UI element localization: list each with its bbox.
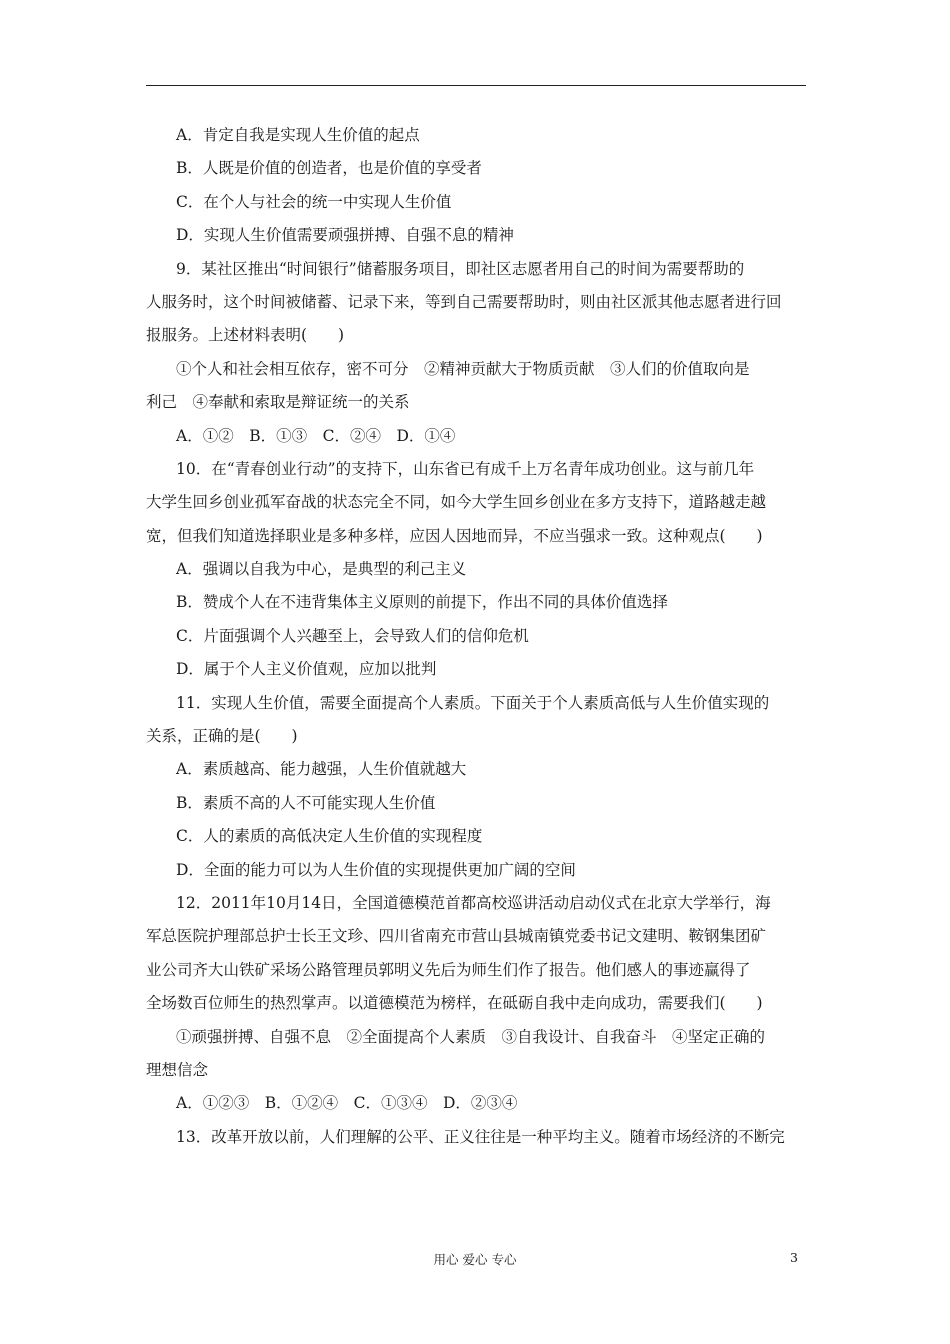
text-line: 报服务。上述材料表明( ) [146, 326, 345, 345]
text-line: 军总医院护理部总护士长王文珍、四川省南充市营山县城南镇党委书记文建明、鞍钢集团矿 [146, 927, 767, 946]
text-line: 10．在“青春创业行动”的支持下，山东省已有成千上万名青年成功创业。这与前几年 [176, 459, 755, 478]
text-line: B．素质不高的人不可能实现人生价值 [176, 793, 436, 812]
footer-slogan: 用心 爱心 专心 [433, 1252, 517, 1267]
page-number: 3 [790, 1250, 798, 1265]
text-line: 理想信念 [146, 1060, 209, 1079]
document-body [146, 119, 806, 1154]
text-line: C．人的素质的高低决定人生价值的实现程度 [176, 827, 483, 846]
text-line: 利己 ④奉献和索取是辩证统一的关系 [146, 393, 410, 412]
text-line: C．在个人与社会的统一中实现人生价值 [176, 192, 452, 211]
text-line: A．①②③ B．①②④ C．①③④ D．②③④ [176, 1094, 518, 1113]
text-line: D．实现人生价值需要顽强拼搏、自强不息的精神 [176, 226, 514, 245]
text-line: A．强调以自我为中心，是典型的利己主义 [176, 560, 467, 579]
text-line: ①个人和社会相互依存，密不可分 ②精神贡献大于物质贡献 ③人们的价值取向是 [176, 359, 750, 378]
text-line: 11．实现人生价值，需要全面提高个人素质。下面关于个人素质高低与人生价值实现的 [176, 693, 770, 712]
text-line: ①顽强拼搏、自强不息 ②全面提高个人素质 ③自我设计、自我奋斗 ④坚定正确的 [176, 1027, 766, 1046]
text-line: 人服务时，这个时间被储蓄、记录下来，等到自己需要帮助时，则由社区派其他志愿者进行回 [146, 292, 782, 311]
text-line: 宽，但我们知道选择职业是多种多样，应因人因地而异，不应当强求一致。这种观点( ) [146, 526, 763, 545]
header-rule [146, 85, 806, 86]
text-line: 关系，正确的是( ) [146, 727, 298, 746]
text-line: A．素质越高、能力越强，人生价值就越大 [176, 760, 467, 779]
text-line: 业公司齐大山铁矿采场公路管理员郭明义先后为师生们作了报告。他们感人的事迹赢得了 [146, 960, 751, 979]
text-line: 12．2011年10月14日，全国道德模范首都高校巡讲活动启动仪式在北京大学举行，海 [176, 893, 771, 912]
text-line: 大学生回乡创业孤军奋战的状态完全不同，如今大学生回乡创业在多方支持下，道路越走越 [146, 493, 767, 512]
text-line: B．赞成个人在不违背集体主义原则的前提下，作出不同的具体价值选择 [176, 593, 668, 612]
text-line: C．片面强调个人兴趣至上，会导致人们的信仰危机 [176, 626, 529, 645]
text-line: A．肯定自我是实现人生价值的起点 [176, 126, 420, 144]
text-line: 9．某社区推出“时间银行”储蓄服务项目，即社区志愿者用自己的时间为需要帮助的 [176, 259, 745, 278]
text-line: B．人既是价值的创造者，也是价值的享受者 [176, 159, 482, 178]
text-line: 13．改革开放以前，人们理解的公平、正义往往是一种平均主义。随着市场经济的不断完 [176, 1127, 785, 1146]
text-line: 全场数百位师生的热烈掌声。以道德模范为榜样，在砥砺自我中走向成功，需要我们( ) [146, 994, 763, 1013]
text-line: A．①② B．①③ C．②④ D．①④ [176, 426, 456, 445]
text-line: D．全面的能力可以为人生价值的实现提供更加广阔的空间 [176, 860, 576, 879]
text-line: D．属于个人主义价值观，应加以批判 [176, 660, 437, 679]
